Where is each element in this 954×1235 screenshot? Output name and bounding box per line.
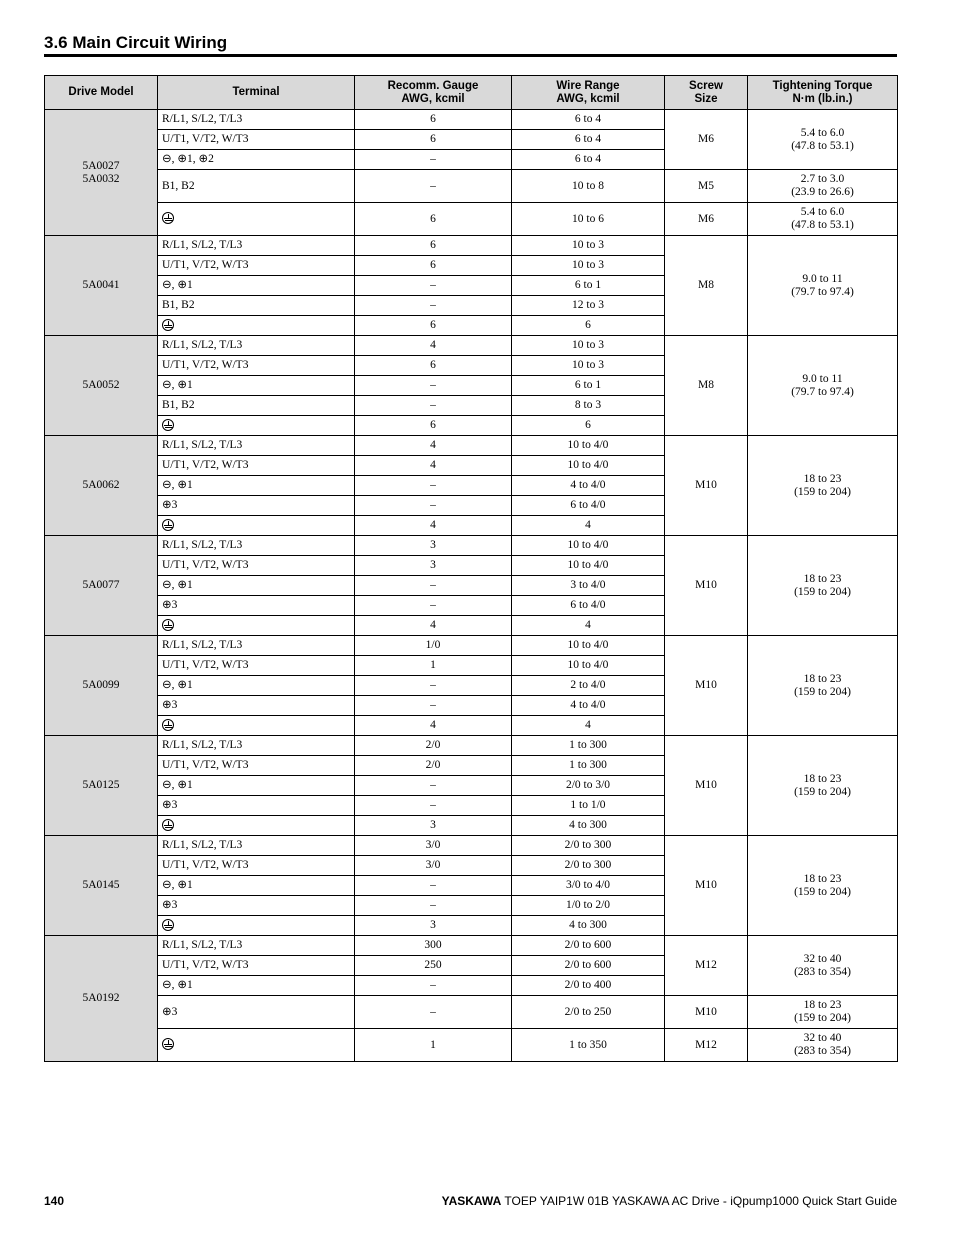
torque-cell: 18 to 23 (159 to 204) — [748, 996, 898, 1029]
gauge-cell: – — [355, 876, 512, 896]
gauge-cell: 4 — [355, 456, 512, 476]
wire-range-cell: 2/0 to 250 — [512, 996, 665, 1029]
gauge-cell: 3 — [355, 816, 512, 836]
wire-range-cell: 6 to 1 — [512, 276, 665, 296]
wire-range-cell: 10 to 4/0 — [512, 636, 665, 656]
gauge-cell: 2/0 — [355, 736, 512, 756]
wiring-table — [44, 75, 898, 1062]
wire-range-cell: 4 to 4/0 — [512, 696, 665, 716]
drive-model-cell: 5A0192 — [45, 936, 158, 1062]
ground-icon — [162, 212, 174, 224]
terminal-cell: U/T1, V/T2, W/T3 — [158, 856, 355, 876]
gauge-cell: – — [355, 696, 512, 716]
terminal-cell: ⊕3 — [158, 796, 355, 816]
terminal-cell: R/L1, S/L2, T/L3 — [158, 236, 355, 256]
terminal-cell — [158, 1029, 355, 1062]
wire-range-cell: 1 to 1/0 — [512, 796, 665, 816]
gauge-cell: 6 — [355, 203, 512, 236]
drive-model-cell: 5A0027 5A0032 — [45, 110, 158, 236]
gauge-cell: 6 — [355, 316, 512, 336]
ground-icon — [162, 419, 174, 431]
gauge-cell: – — [355, 796, 512, 816]
screw-size-cell: M8 — [665, 236, 748, 336]
wire-range-cell: 1 to 300 — [512, 736, 665, 756]
wire-range-cell: 10 to 6 — [512, 203, 665, 236]
gauge-cell: 3 — [355, 536, 512, 556]
table-row — [45, 436, 898, 456]
wire-range-cell: 2/0 to 600 — [512, 956, 665, 976]
screw-size-cell: M10 — [665, 436, 748, 536]
gauge-cell: 3 — [355, 556, 512, 576]
terminal-cell: B1, B2 — [158, 296, 355, 316]
wire-range-cell: 6 to 4/0 — [512, 596, 665, 616]
gauge-cell: 1 — [355, 1029, 512, 1062]
ground-icon — [162, 919, 174, 931]
terminal-cell: ⊖, ⊕1 — [158, 576, 355, 596]
gauge-cell: 250 — [355, 956, 512, 976]
wire-range-cell: 1 to 350 — [512, 1029, 665, 1062]
gauge-cell: 3/0 — [355, 836, 512, 856]
screw-size-cell: M6 — [665, 203, 748, 236]
torque-cell: 32 to 40 (283 to 354) — [748, 936, 898, 996]
wire-range-cell: 2 to 4/0 — [512, 676, 665, 696]
table-row — [45, 336, 898, 356]
gauge-cell: 6 — [355, 416, 512, 436]
ground-icon — [162, 319, 174, 331]
terminal-cell: U/T1, V/T2, W/T3 — [158, 556, 355, 576]
torque-cell: 32 to 40 (283 to 354) — [748, 1029, 898, 1062]
wire-range-cell: 10 to 4/0 — [512, 556, 665, 576]
gauge-cell: – — [355, 476, 512, 496]
gauge-cell: 300 — [355, 936, 512, 956]
terminal-cell: U/T1, V/T2, W/T3 — [158, 756, 355, 776]
terminal-cell: R/L1, S/L2, T/L3 — [158, 110, 355, 130]
terminal-cell: U/T1, V/T2, W/T3 — [158, 656, 355, 676]
footer-brand: YASKAWA — [441, 1194, 502, 1208]
terminal-cell: U/T1, V/T2, W/T3 — [158, 356, 355, 376]
gauge-cell: 4 — [355, 716, 512, 736]
terminal-cell — [158, 316, 355, 336]
torque-cell: 5.4 to 6.0 (47.8 to 53.1) — [748, 110, 898, 170]
gauge-cell: – — [355, 776, 512, 796]
header-screw-size: Screw Size — [665, 76, 748, 110]
terminal-cell: ⊖, ⊕1 — [158, 676, 355, 696]
wire-range-cell: 2/0 to 3/0 — [512, 776, 665, 796]
terminal-cell: ⊕3 — [158, 896, 355, 916]
torque-cell: 9.0 to 11 (79.7 to 97.4) — [748, 336, 898, 436]
table-row — [45, 203, 898, 236]
terminal-cell: ⊕3 — [158, 696, 355, 716]
gauge-cell: 4 — [355, 436, 512, 456]
torque-cell: 18 to 23 (159 to 204) — [748, 736, 898, 836]
drive-model-cell: 5A0052 — [45, 336, 158, 436]
terminal-cell: U/T1, V/T2, W/T3 — [158, 130, 355, 150]
torque-cell: 18 to 23 (159 to 204) — [748, 436, 898, 536]
wire-range-cell: 4 — [512, 616, 665, 636]
gauge-cell: – — [355, 676, 512, 696]
table-row — [45, 536, 898, 556]
torque-cell: 18 to 23 (159 to 204) — [748, 536, 898, 636]
drive-model-cell: 5A0041 — [45, 236, 158, 336]
header-terminal: Terminal — [158, 76, 355, 110]
wire-range-cell: 10 to 4/0 — [512, 436, 665, 456]
wire-range-cell: 2/0 to 600 — [512, 936, 665, 956]
wire-range-cell: 1 to 300 — [512, 756, 665, 776]
gauge-cell: – — [355, 396, 512, 416]
screw-size-cell: M10 — [665, 536, 748, 636]
torque-cell: 5.4 to 6.0 (47.8 to 53.1) — [748, 203, 898, 236]
wire-range-cell: 3 to 4/0 — [512, 576, 665, 596]
gauge-cell: 1/0 — [355, 636, 512, 656]
table-row — [45, 1029, 898, 1062]
page-number: 140 — [44, 1194, 65, 1208]
gauge-cell: – — [355, 150, 512, 170]
wire-range-cell: 6 — [512, 316, 665, 336]
wire-range-cell: 2/0 to 300 — [512, 856, 665, 876]
ground-icon — [162, 819, 174, 831]
wire-range-cell: 4 to 300 — [512, 816, 665, 836]
wire-range-cell: 12 to 3 — [512, 296, 665, 316]
screw-size-cell: M8 — [665, 336, 748, 436]
gauge-cell: – — [355, 376, 512, 396]
gauge-cell: 4 — [355, 516, 512, 536]
ground-icon — [162, 1038, 174, 1050]
terminal-cell: R/L1, S/L2, T/L3 — [158, 636, 355, 656]
wire-range-cell: 4 to 300 — [512, 916, 665, 936]
table-row — [45, 110, 898, 130]
gauge-cell: – — [355, 896, 512, 916]
terminal-cell: ⊕3 — [158, 496, 355, 516]
terminal-cell: ⊕3 — [158, 596, 355, 616]
gauge-cell: 6 — [355, 130, 512, 150]
table-row — [45, 170, 898, 203]
wire-range-cell: 4 to 4/0 — [512, 476, 665, 496]
terminal-cell: U/T1, V/T2, W/T3 — [158, 456, 355, 476]
terminal-cell: B1, B2 — [158, 170, 355, 203]
terminal-cell: ⊖, ⊕1 — [158, 476, 355, 496]
terminal-cell: R/L1, S/L2, T/L3 — [158, 536, 355, 556]
terminal-cell — [158, 416, 355, 436]
terminal-cell — [158, 816, 355, 836]
gauge-cell: – — [355, 496, 512, 516]
title-rule — [44, 54, 897, 57]
torque-cell: 18 to 23 (159 to 204) — [748, 836, 898, 936]
terminal-cell: ⊖, ⊕1, ⊕2 — [158, 150, 355, 170]
terminal-cell — [158, 916, 355, 936]
terminal-cell: R/L1, S/L2, T/L3 — [158, 736, 355, 756]
drive-model-cell: 5A0077 — [45, 536, 158, 636]
gauge-cell: – — [355, 576, 512, 596]
wire-range-cell: 3/0 to 4/0 — [512, 876, 665, 896]
ground-icon — [162, 619, 174, 631]
drive-model-cell: 5A0099 — [45, 636, 158, 736]
header-torque: Tightening Torque N·m (lb.in.) — [748, 76, 898, 110]
table-row — [45, 636, 898, 656]
screw-size-cell: M10 — [665, 836, 748, 936]
gauge-cell: 6 — [355, 356, 512, 376]
terminal-cell — [158, 516, 355, 536]
terminal-cell: ⊕3 — [158, 996, 355, 1029]
wire-range-cell: 8 to 3 — [512, 396, 665, 416]
gauge-cell: 4 — [355, 336, 512, 356]
wire-range-cell: 6 to 1 — [512, 376, 665, 396]
terminal-cell: ⊖, ⊕1 — [158, 976, 355, 996]
table-row — [45, 936, 898, 956]
wire-range-cell: 4 — [512, 716, 665, 736]
wire-range-cell: 6 to 4 — [512, 130, 665, 150]
table-row — [45, 836, 898, 856]
gauge-cell: 6 — [355, 236, 512, 256]
gauge-cell: – — [355, 170, 512, 203]
table-header-row — [45, 76, 898, 110]
wire-range-cell: 6 to 4/0 — [512, 496, 665, 516]
terminal-cell: R/L1, S/L2, T/L3 — [158, 336, 355, 356]
terminal-cell: B1, B2 — [158, 396, 355, 416]
table-row — [45, 996, 898, 1029]
terminal-cell: R/L1, S/L2, T/L3 — [158, 436, 355, 456]
terminal-cell: R/L1, S/L2, T/L3 — [158, 836, 355, 856]
ground-icon — [162, 719, 174, 731]
gauge-cell: – — [355, 296, 512, 316]
terminal-cell: ⊖, ⊕1 — [158, 276, 355, 296]
screw-size-cell: M10 — [665, 636, 748, 736]
gauge-cell: 3/0 — [355, 856, 512, 876]
wire-range-cell: 10 to 3 — [512, 336, 665, 356]
gauge-cell: – — [355, 976, 512, 996]
gauge-cell: 4 — [355, 616, 512, 636]
terminal-cell — [158, 716, 355, 736]
ground-icon — [162, 519, 174, 531]
drive-model-cell: 5A0062 — [45, 436, 158, 536]
torque-cell: 9.0 to 11 (79.7 to 97.4) — [748, 236, 898, 336]
wire-range-cell: 2/0 to 400 — [512, 976, 665, 996]
header-drive-model: Drive Model — [45, 76, 158, 110]
gauge-cell: – — [355, 276, 512, 296]
terminal-cell: U/T1, V/T2, W/T3 — [158, 256, 355, 276]
torque-cell: 2.7 to 3.0 (23.9 to 26.6) — [748, 170, 898, 203]
drive-model-cell: 5A0145 — [45, 836, 158, 936]
wire-range-cell: 4 — [512, 516, 665, 536]
wire-range-cell: 10 to 3 — [512, 236, 665, 256]
screw-size-cell: M12 — [665, 936, 748, 996]
footer-doc: TOEP YAIP1W 01B YASKAWA AC Drive - iQpump1000 Quick Start Guide — [504, 1194, 897, 1208]
wire-range-cell: 10 to 3 — [512, 256, 665, 276]
wire-range-cell: 2/0 to 300 — [512, 836, 665, 856]
screw-size-cell: M6 — [665, 110, 748, 170]
wire-range-cell: 6 to 4 — [512, 110, 665, 130]
wire-range-cell: 10 to 8 — [512, 170, 665, 203]
footer-doc-title — [442, 1194, 897, 1208]
wire-range-cell: 10 to 4/0 — [512, 456, 665, 476]
gauge-cell: 6 — [355, 256, 512, 276]
terminal-cell: U/T1, V/T2, W/T3 — [158, 956, 355, 976]
torque-cell: 18 to 23 (159 to 204) — [748, 636, 898, 736]
screw-size-cell: M5 — [665, 170, 748, 203]
gauge-cell: – — [355, 996, 512, 1029]
terminal-cell — [158, 203, 355, 236]
section-title: 3.6 Main Circuit Wiring — [44, 33, 228, 52]
gauge-cell: 1 — [355, 656, 512, 676]
gauge-cell: 2/0 — [355, 756, 512, 776]
screw-size-cell: M10 — [665, 736, 748, 836]
wire-range-cell: 1/0 to 2/0 — [512, 896, 665, 916]
wire-range-cell: 6 — [512, 416, 665, 436]
gauge-cell: 3 — [355, 916, 512, 936]
wire-range-cell: 10 to 3 — [512, 356, 665, 376]
terminal-cell: ⊖, ⊕1 — [158, 876, 355, 896]
terminal-cell: R/L1, S/L2, T/L3 — [158, 936, 355, 956]
terminal-cell: ⊖, ⊕1 — [158, 376, 355, 396]
drive-model-cell: 5A0125 — [45, 736, 158, 836]
screw-size-cell: M12 — [665, 1029, 748, 1062]
header-gauge: Recomm. Gauge AWG, kcmil — [355, 76, 512, 110]
terminal-cell — [158, 616, 355, 636]
wire-range-cell: 6 to 4 — [512, 150, 665, 170]
terminal-cell: ⊖, ⊕1 — [158, 776, 355, 796]
wire-range-cell: 10 to 4/0 — [512, 656, 665, 676]
table-row — [45, 736, 898, 756]
screw-size-cell: M10 — [665, 996, 748, 1029]
gauge-cell: – — [355, 596, 512, 616]
header-wire-range: Wire Range AWG, kcmil — [512, 76, 665, 110]
wire-range-cell: 10 to 4/0 — [512, 536, 665, 556]
gauge-cell: 6 — [355, 110, 512, 130]
table-row — [45, 236, 898, 256]
